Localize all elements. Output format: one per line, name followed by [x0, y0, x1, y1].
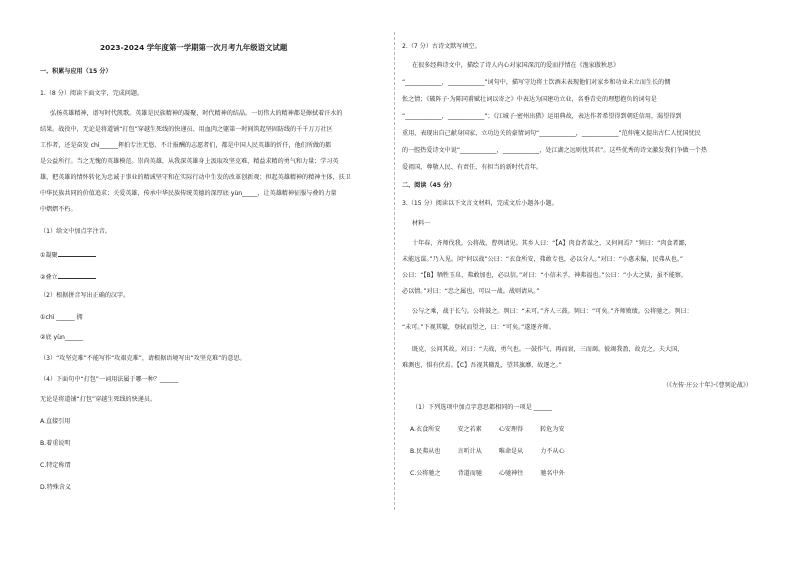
option-row-c[interactable]: C.公将驰之 背道而驰 心驰神往 驰名中外: [410, 470, 565, 477]
sentence: 无论是将道铺“打包”穿越生死线的快递员。: [40, 396, 157, 403]
text-source: （《左传·庄公十年》·《曹刿论战》）: [662, 382, 752, 389]
item-2b: ②底 yùn______: [40, 334, 84, 341]
poem-line: “____________，____________”词句中，描写守边将士饮酒未表现他们对家乡和功业未立而生长的惆: [402, 79, 671, 86]
classical-text-line: 必以情。”对曰：“忠之属也，可以一战。战则请从。”: [402, 288, 540, 295]
item-2a: ①chì ______ 拥: [40, 314, 83, 321]
subquestion-3-1: （1）下列选项中加点字意思都相同的一项是 ______: [412, 404, 552, 411]
subquestion-1: （1）给文中加点字注音。: [40, 228, 111, 235]
poem-line: 的一腔热爱诗文中说“____________，____________，处江湖之远则忧其君”。这些优秀的诗文激发我们争做一个热: [402, 147, 707, 154]
poem-line: 在很多经典诗文中，描绘了诗人内心对家国深沉的爱而抒情在《渔家傲秋思》: [412, 62, 620, 69]
classical-text-line: 公曰：“【B】牺牲玉帛，弗敢加也，必以信。”对曰：“小信未孚，神弗福也。”公曰：“小大之狱，虽不能察，: [402, 272, 688, 279]
subquestion-2: （2）根据拼音写出正确的汉字。: [40, 292, 130, 299]
question-1-head: 1.（8 分）阅读下面文字，完成问题。: [40, 90, 144, 97]
classical-text-line: 既克，公问其故。对曰：“夫战，勇气也。一鼓作气，再而衰，三而竭。彼竭我盈，故克之。夫大国，: [412, 346, 684, 353]
passage-line: 工作者，还是奋发 chì______挥拍专注无悠、不计报酬的志愿者们，都是中国人民英雄的忻仟，他们所做的都: [40, 142, 332, 149]
passage-line: 中华民族共同的价值追求；关爱英雄，传承中华民族传统美德的深厚底 yùn_____，让英雄精神征服与叠的力量: [40, 190, 337, 197]
poem-line: 重用，表现出自己献身国家、立功边关的豪情词句“____________，____________”范仲淹又提出古仁人忧国忧民: [402, 130, 701, 137]
passage-line: 弘扬英雄精神，谱写时代凯歌。英雄是民族精神的凝聚，时代精神的结晶。一切伟大的精神都是擦拭着汗水的: [50, 110, 343, 117]
subquestion-3: （3）“攻坚克难”不能写作“攻艰克难”，请根据语境写出“攻坚克难”的意思。: [40, 355, 246, 362]
material-label: 材料一: [412, 220, 431, 227]
poem-line: “____________，____________”；《江城子·密州出猎》运用典故，表达作者希望得到朝廷信用，渴望得到: [402, 113, 682, 120]
answer-blank[interactable]: [58, 250, 96, 257]
passage-line: 中熠熠不朽。: [40, 206, 77, 213]
passage-line: 是公益所行。当之无愧的英雄模范。崇尚英雄，从我深英雄身上汲取攻坚克难、精益求精的勇气和力量；学习英: [40, 158, 339, 165]
classical-text-line: 难测也，惧有伏焉。【C】吾视其辙乱，望其旗靡，故逐之。”: [402, 362, 562, 369]
passage-line: 结果。战役中，无论是将道铺“打包”穿越生死线的快递员、用血肉之躯第一时间筑起坚固防线的千千万万社区: [40, 126, 333, 133]
classical-text-line: “未可。”下视其辙，登轼而望之，曰：“可矣。”遂逐齐师。: [402, 324, 555, 331]
question-2-head: 2.（7 分）古诗文默写填空。: [402, 43, 481, 50]
classical-text-line: 公与之乘，战于长勺。公将鼓之。刿曰：“未可。”齐人三鼓。刿曰：“可矣。”齐师败绩。公将驰之。刿曰：: [412, 308, 693, 315]
classical-text-line: 未能远谋。”乃入见。问“何以战”公曰：“衣食所安，弗敢专也，必以分人。”对曰：“小惠未徧，民弗从也。”: [402, 256, 684, 263]
item-1b: ②叠立: [40, 272, 96, 282]
poem-line: 怅之情；《破阵子·为陈同甫赋壮词以寄之》中表达为国建功立业，名垂青史的理想抱负的词句是: [402, 96, 657, 103]
option-b[interactable]: B.着重说明: [40, 440, 71, 447]
question-3-head: 3.（15 分）阅读以下文言文材料，完成文后小题各小题。: [402, 200, 558, 207]
poem-line: 爱祖国、尊敬人民、有责任、有担当的新时代青年。: [402, 164, 543, 171]
classical-text-line: 十年春，齐师伐我。公将战，曹刿请见。其乡人曰：“【A】肉食者谋之，又何间焉？”刿曰：“肉食者鄙，: [412, 240, 691, 247]
answer-blank[interactable]: [58, 272, 96, 279]
passage-line: 雄，把英雄的情怀转化为忠诚于事业的精诚坚守和在实际行动中生发的改革创新观；担起英雄精神的精神主体，扶卫: [40, 174, 351, 181]
option-row-a[interactable]: A.衣食所安 安之若素 心安理得 转危为安: [410, 426, 565, 433]
option-row-b[interactable]: B.民弗从也 言听计从 唯命是从 力不从心: [410, 448, 565, 455]
column-divider: [394, 32, 395, 510]
section-1-heading: 一、积累与应用（15 分）: [40, 68, 112, 75]
subquestion-4: （4）下面句中“打包”一词用法属于哪一种？______: [40, 376, 179, 383]
exam-title: 2023-2024 学年度第一学期第一次月考九年级语文试题: [100, 43, 288, 52]
option-a[interactable]: A.直接引用: [40, 418, 71, 425]
option-d[interactable]: D.特殊含义: [40, 484, 72, 491]
section-2-heading: 二、阅读（45 分）: [402, 182, 456, 189]
option-c[interactable]: C.特定称谓: [40, 462, 71, 469]
item-1a: ①凝聚: [40, 250, 96, 260]
